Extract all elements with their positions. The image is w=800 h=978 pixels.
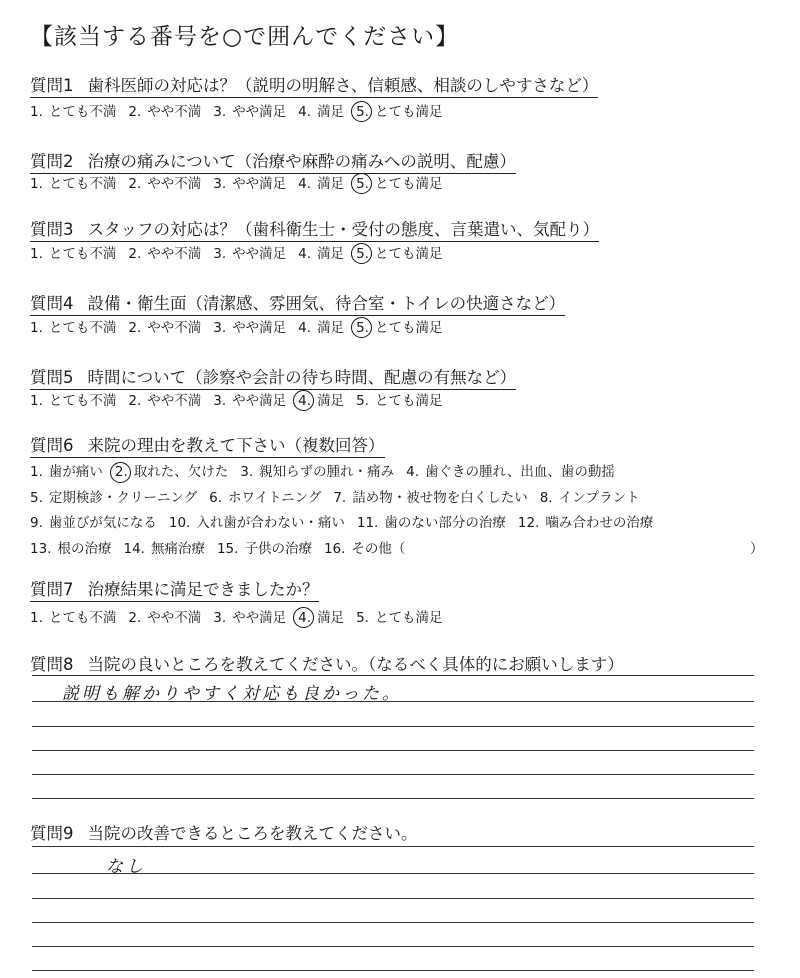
rating-option[interactable]	[213, 172, 286, 192]
question-5-heading	[30, 364, 516, 390]
answer-line	[32, 922, 754, 923]
answer-line	[32, 798, 754, 799]
option-label: やや不満	[147, 320, 202, 336]
answer-line	[32, 750, 754, 751]
page-title: 【該当する番号を○で囲んでください】	[30, 24, 460, 50]
option-label: 噛み合わせの治療	[545, 515, 654, 531]
reason-option[interactable]	[357, 511, 506, 537]
other-paren-close: ）	[750, 540, 764, 557]
rating-option[interactable]	[128, 100, 201, 120]
option-number: 2.	[128, 610, 142, 626]
option-number: 16.	[323, 540, 346, 557]
question-1-heading	[30, 72, 598, 98]
option-label: 歯のない部分の治療	[384, 515, 506, 531]
option-number: 4.	[298, 246, 312, 262]
rating-option[interactable]	[298, 172, 344, 192]
rating-option[interactable]	[128, 316, 201, 336]
rating-option[interactable]	[128, 389, 201, 409]
rating-option[interactable]	[213, 389, 286, 409]
option-label: とても満足	[374, 320, 443, 336]
option-label: やや不満	[147, 104, 202, 120]
selected-option-number: 5.	[356, 320, 369, 336]
option-number: 13.	[30, 540, 52, 557]
question-2-options	[30, 172, 454, 192]
option-number: 10.	[168, 515, 191, 531]
selected-option-number: 5.	[356, 176, 369, 192]
answer-line	[32, 873, 754, 874]
rating-option[interactable]	[298, 100, 344, 120]
reason-option[interactable]	[540, 486, 640, 512]
question-number: 質問2	[30, 152, 74, 171]
reason-option[interactable]	[169, 511, 345, 537]
option-number: 3.	[213, 246, 227, 262]
reason-option[interactable]	[115, 460, 228, 486]
option-label: 無痛治療	[150, 540, 205, 557]
question-number: 質問7	[30, 580, 74, 599]
question-8-heading	[30, 651, 624, 676]
option-number: 3.	[213, 320, 227, 336]
option-number: 8.	[539, 489, 553, 506]
option-label: とても不満	[48, 176, 117, 192]
question-text: 時間について（診察や会計の待ち時間、配慮の有無など）	[87, 368, 517, 387]
selected-option-number: 2.	[115, 460, 128, 486]
option-label: とても不満	[48, 246, 117, 262]
reason-option[interactable]	[406, 460, 615, 486]
option-number: 2.	[128, 246, 142, 262]
answer-line	[32, 898, 754, 899]
option-number: 9.	[30, 515, 43, 531]
selected-option-number: 5.	[356, 104, 369, 120]
option-number: 6.	[209, 489, 223, 506]
reason-line	[30, 537, 790, 563]
question-text: 当院の改善できるところを教えてください。	[87, 824, 418, 843]
question-text: 治療結果に満足できましたか？	[87, 580, 319, 599]
question-number: 質問3	[30, 220, 74, 239]
question-7-heading	[30, 576, 319, 602]
rating-option[interactable]	[128, 606, 201, 626]
option-label: ホワイトニング	[228, 489, 322, 506]
reason-line	[30, 511, 790, 537]
question-text: 当院の良いところを教えてください。（なるべく具体的にお願いします）	[87, 655, 624, 674]
rating-option[interactable]	[30, 242, 116, 262]
option-number: 5.	[356, 610, 369, 626]
reason-option[interactable]	[123, 537, 204, 563]
option-number: 14.	[123, 540, 145, 557]
question-text: 設備・衛生面（清潔感、雰囲気、待合室・トイレの快適さなど）	[87, 294, 566, 313]
reason-option[interactable]	[240, 460, 394, 486]
option-label: 歯ぐきの腫れ、出血、歯の動揺	[425, 464, 615, 480]
option-label: 満足	[317, 610, 345, 626]
question-text: 治療の痛みについて（治療や麻酔の痛みへの説明、配慮）	[87, 152, 516, 171]
reason-option[interactable]	[30, 511, 157, 537]
option-number: 7.	[333, 489, 347, 506]
rating-option[interactable]	[213, 100, 286, 120]
option-label: とても満足	[374, 104, 443, 120]
option-label: とても満足	[374, 246, 443, 262]
option-label: 入れ歯が合わない・痛い	[196, 515, 345, 531]
selected-option-number: 4.	[298, 393, 312, 409]
question-number: 質問9	[30, 824, 74, 843]
rating-option[interactable]	[128, 172, 201, 192]
option-label: 親知らずの腫れ・痛み	[259, 464, 395, 480]
question-number: 質問8	[30, 655, 74, 674]
rating-option[interactable]	[356, 389, 442, 409]
option-number: 1.	[30, 176, 43, 192]
rating-option[interactable]	[30, 316, 116, 336]
question-number: 質問5	[30, 368, 74, 387]
option-label: 歯が痛い	[48, 464, 103, 480]
question-9-heading	[30, 820, 418, 845]
question-4-options	[30, 316, 454, 336]
option-label: とても満足	[374, 610, 443, 626]
option-number: 3.	[213, 176, 227, 192]
option-label: とても不満	[48, 320, 117, 336]
option-number: 5.	[30, 489, 43, 506]
rating-option[interactable]	[298, 242, 344, 262]
answer-line	[32, 675, 754, 676]
option-number: 4.	[298, 104, 312, 120]
option-label: やや不満	[147, 610, 202, 626]
rating-option[interactable]	[30, 606, 116, 626]
option-label: 詰め物・被せ物を白くしたい	[352, 489, 528, 506]
reason-option[interactable]	[217, 537, 312, 563]
question-8-answer[interactable]: 説明も解かりやすく対応も良かった。	[62, 684, 402, 704]
question-3-heading	[30, 216, 599, 242]
question-5-options	[30, 389, 454, 409]
option-label: やや不満	[147, 393, 202, 409]
option-number: 2.	[128, 176, 142, 192]
option-label: インプラント	[558, 489, 640, 506]
option-number: 4.	[298, 176, 312, 192]
option-label: やや不満	[147, 246, 202, 262]
reason-options	[30, 460, 790, 562]
option-label: やや満足	[232, 246, 287, 262]
reason-option[interactable]	[30, 460, 103, 486]
reason-option[interactable]	[324, 537, 405, 563]
answer-line	[32, 970, 754, 971]
option-label: とても不満	[48, 610, 117, 626]
option-number: 3.	[240, 464, 254, 480]
option-number: 4.	[298, 320, 312, 336]
option-number: 3.	[213, 104, 227, 120]
rating-option[interactable]	[298, 389, 344, 409]
rating-option[interactable]	[356, 606, 442, 626]
question-2-heading	[30, 148, 516, 174]
option-number: 2.	[128, 393, 142, 409]
option-number: 11.	[356, 515, 379, 531]
option-label: 子供の治療	[244, 540, 312, 557]
option-label: やや満足	[232, 104, 287, 120]
question-number: 質問4	[30, 294, 74, 313]
reason-option[interactable]	[30, 537, 111, 563]
reason-option[interactable]	[333, 486, 527, 512]
option-label: やや不満	[147, 176, 202, 192]
question-number: 質問6	[30, 436, 74, 455]
option-label: やや満足	[232, 320, 287, 336]
option-label: とても満足	[374, 176, 443, 192]
option-number: 2.	[128, 104, 142, 120]
rating-option[interactable]	[356, 100, 442, 120]
answer-line	[32, 946, 754, 947]
answer-line	[32, 726, 754, 727]
option-label: やや満足	[232, 393, 287, 409]
rating-option[interactable]	[213, 316, 286, 336]
option-number: 1.	[30, 610, 43, 626]
option-number: 1.	[30, 104, 43, 120]
rating-option[interactable]	[356, 172, 442, 192]
rating-option[interactable]	[128, 242, 201, 262]
answer-line	[32, 846, 754, 847]
option-number: 2.	[128, 320, 142, 336]
question-9-answer[interactable]: なし	[106, 857, 146, 877]
option-label: とても不満	[48, 104, 117, 120]
rating-option[interactable]	[298, 316, 344, 336]
option-number: 3.	[213, 610, 227, 626]
option-number: 3.	[213, 393, 227, 409]
option-number: 1.	[30, 393, 43, 409]
option-label: 満足	[317, 176, 345, 192]
answer-line	[32, 701, 754, 702]
option-label: とても不満	[48, 393, 117, 409]
question-text: 来院の理由を教えて下さい（複数回答）	[87, 436, 385, 455]
selected-option-number: 4.	[298, 610, 312, 626]
rating-option[interactable]	[30, 172, 116, 192]
option-label: 満足	[317, 393, 345, 409]
question-1-options	[30, 100, 454, 120]
rating-option[interactable]	[356, 316, 442, 336]
option-label: とても満足	[374, 393, 443, 409]
reason-line	[30, 460, 790, 486]
answer-line	[32, 774, 754, 775]
rating-option[interactable]	[30, 389, 116, 409]
rating-option[interactable]	[298, 606, 344, 626]
question-6-heading	[30, 432, 385, 458]
rating-option[interactable]	[356, 242, 442, 262]
option-number: 5.	[356, 393, 369, 409]
selected-option-number: 5.	[356, 246, 369, 262]
option-label: 定期検診・クリーニング	[48, 489, 198, 506]
option-number: 1.	[30, 320, 43, 336]
option-label: 満足	[317, 320, 345, 336]
option-label: 根の治療	[57, 540, 112, 557]
question-text: スタッフの対応は？（歯科衛生士・受付の態度、言葉遣い、気配り）	[87, 220, 599, 239]
option-number: 12.	[517, 515, 540, 531]
option-label: 歯並びが気になる	[48, 515, 157, 531]
question-3-options	[30, 242, 454, 262]
option-label: 取れた、欠けた	[133, 464, 229, 480]
reason-option[interactable]	[518, 511, 653, 537]
question-text: 歯科医師の対応は？（説明の明解さ、信頼感、相談のしやすさなど）	[87, 76, 599, 95]
reason-option[interactable]	[209, 486, 321, 512]
option-number: 4.	[406, 464, 420, 480]
reason-option[interactable]	[30, 486, 197, 512]
rating-option[interactable]	[30, 100, 116, 120]
option-label: その他（	[351, 540, 406, 557]
question-number: 質問1	[30, 76, 74, 95]
question-7-options	[30, 606, 454, 626]
option-label: やや満足	[232, 610, 287, 626]
option-label: やや満足	[232, 176, 287, 192]
option-number: 1.	[30, 246, 43, 262]
rating-option[interactable]	[213, 606, 286, 626]
question-4-heading	[30, 290, 565, 316]
option-number: 1.	[30, 464, 43, 480]
rating-option[interactable]	[213, 242, 286, 262]
option-label: 満足	[317, 104, 345, 120]
reason-line	[30, 486, 790, 512]
option-number: 15.	[216, 540, 239, 557]
option-label: 満足	[317, 246, 345, 262]
